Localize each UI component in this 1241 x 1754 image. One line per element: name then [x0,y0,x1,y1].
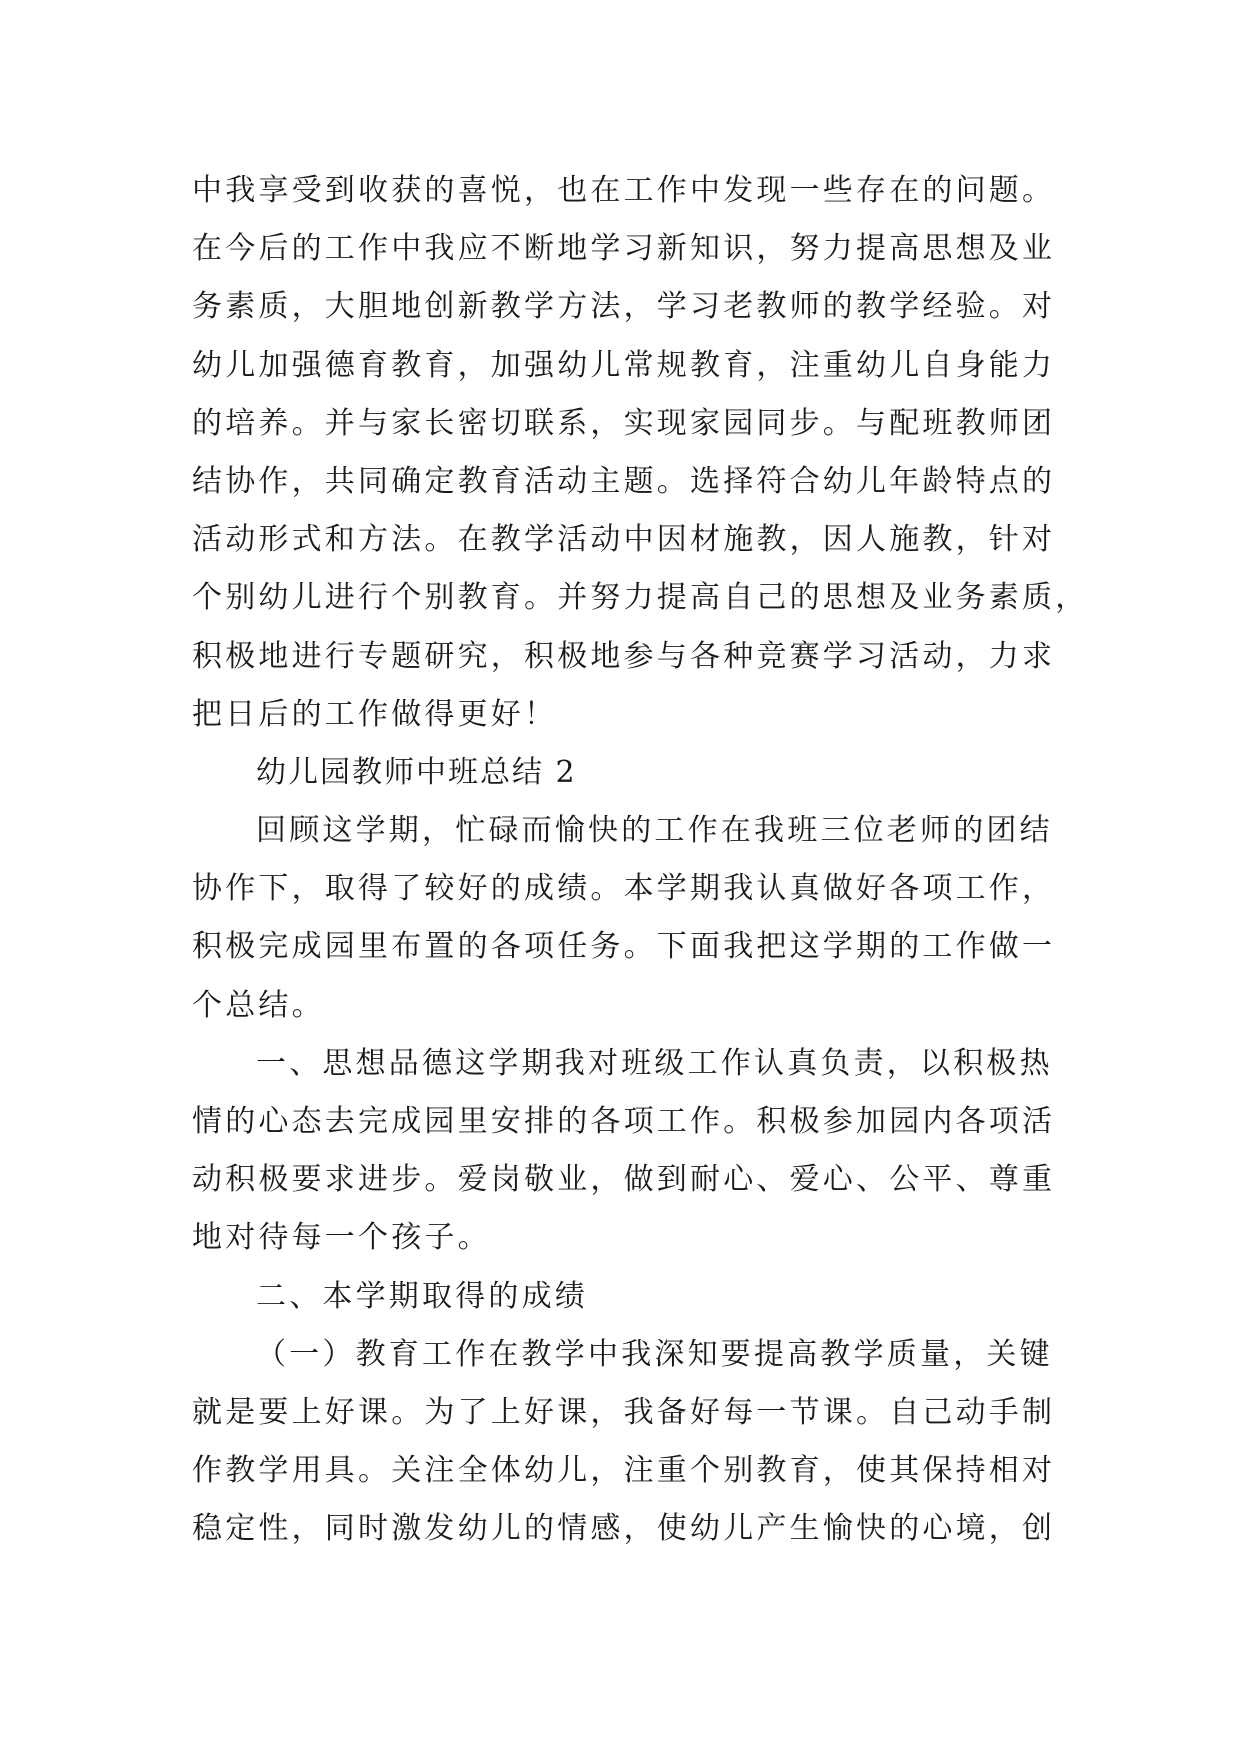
body-line: 动积极要求进步。爱岗敬业，做到耐心、爱心、公平、尊重 [192,1162,1056,1198]
paragraph-first-line: 一、思想品德这学期我对班级工作认真负责，以积极热 [256,1045,1053,1081]
section-title: 幼儿园教师中班总结 2 [256,754,577,790]
subsection-heading: 二、本学期取得的成绩 [256,1278,588,1314]
body-line: 把日后的工作做得更好！ [192,696,558,732]
paragraph-first-line: 回顾这学期，忙碌而愉快的工作在我班三位老师的团结 [256,813,1053,849]
paragraph-first-line: （一）教育工作在教学中我深知要提高教学质量，关键 [256,1336,1053,1372]
body-line: 幼儿加强德育教育，加强幼儿常规教育，注重幼儿自身能力 [192,347,1056,383]
body-line: 中我享受到收获的喜悦，也在工作中发现一些存在的问题。 [192,173,1056,208]
body-line: 积极地进行专题研究，积极地参与各种竞赛学习活动，力求 [192,638,1056,674]
body-line: 协作下，取得了较好的成绩。本学期我认真做好各项工作， [192,871,1056,907]
body-line: 地对待每一个孩子。 [192,1220,491,1256]
body-line: 情的心态去完成园里安排的各项工作。积极参加园内各项活 [192,1104,1056,1139]
body-line: 活动形式和方法。在教学活动中因材施教，因人施教，针对 [192,522,1056,558]
body-line: 务素质，大胆地创新教学方法，学习老教师的教学经验。对 [192,289,1056,325]
body-line: 的培养。并与家长密切联系，实现家园同步。与配班教师团 [192,405,1056,441]
body-line: 在今后的工作中我应不断地学习新知识，努力提高思想及业 [192,231,1056,267]
body-line: 作教学用具。关注全体幼儿，注重个别教育，使其保持相对 [192,1453,1056,1489]
body-line: 就是要上好课。为了上好课，我备好每一节课。自己动手制 [192,1394,1056,1430]
body-line: 个总结。 [192,987,325,1023]
body-line: 结协作，共同确定教育活动主题。选择符合幼儿年龄特点的 [192,463,1056,499]
body-line: 积极完成园里布置的各项任务。下面我把这学期的工作做一 [192,929,1056,965]
body-line: 个别幼儿进行个别教育。并努力提高自己的思想及业务素质， [192,580,1089,616]
body-line: 稳定性，同时激发幼儿的情感，使幼儿产生愉快的心境，创 [192,1511,1056,1547]
document-body [192,162,1089,1559]
